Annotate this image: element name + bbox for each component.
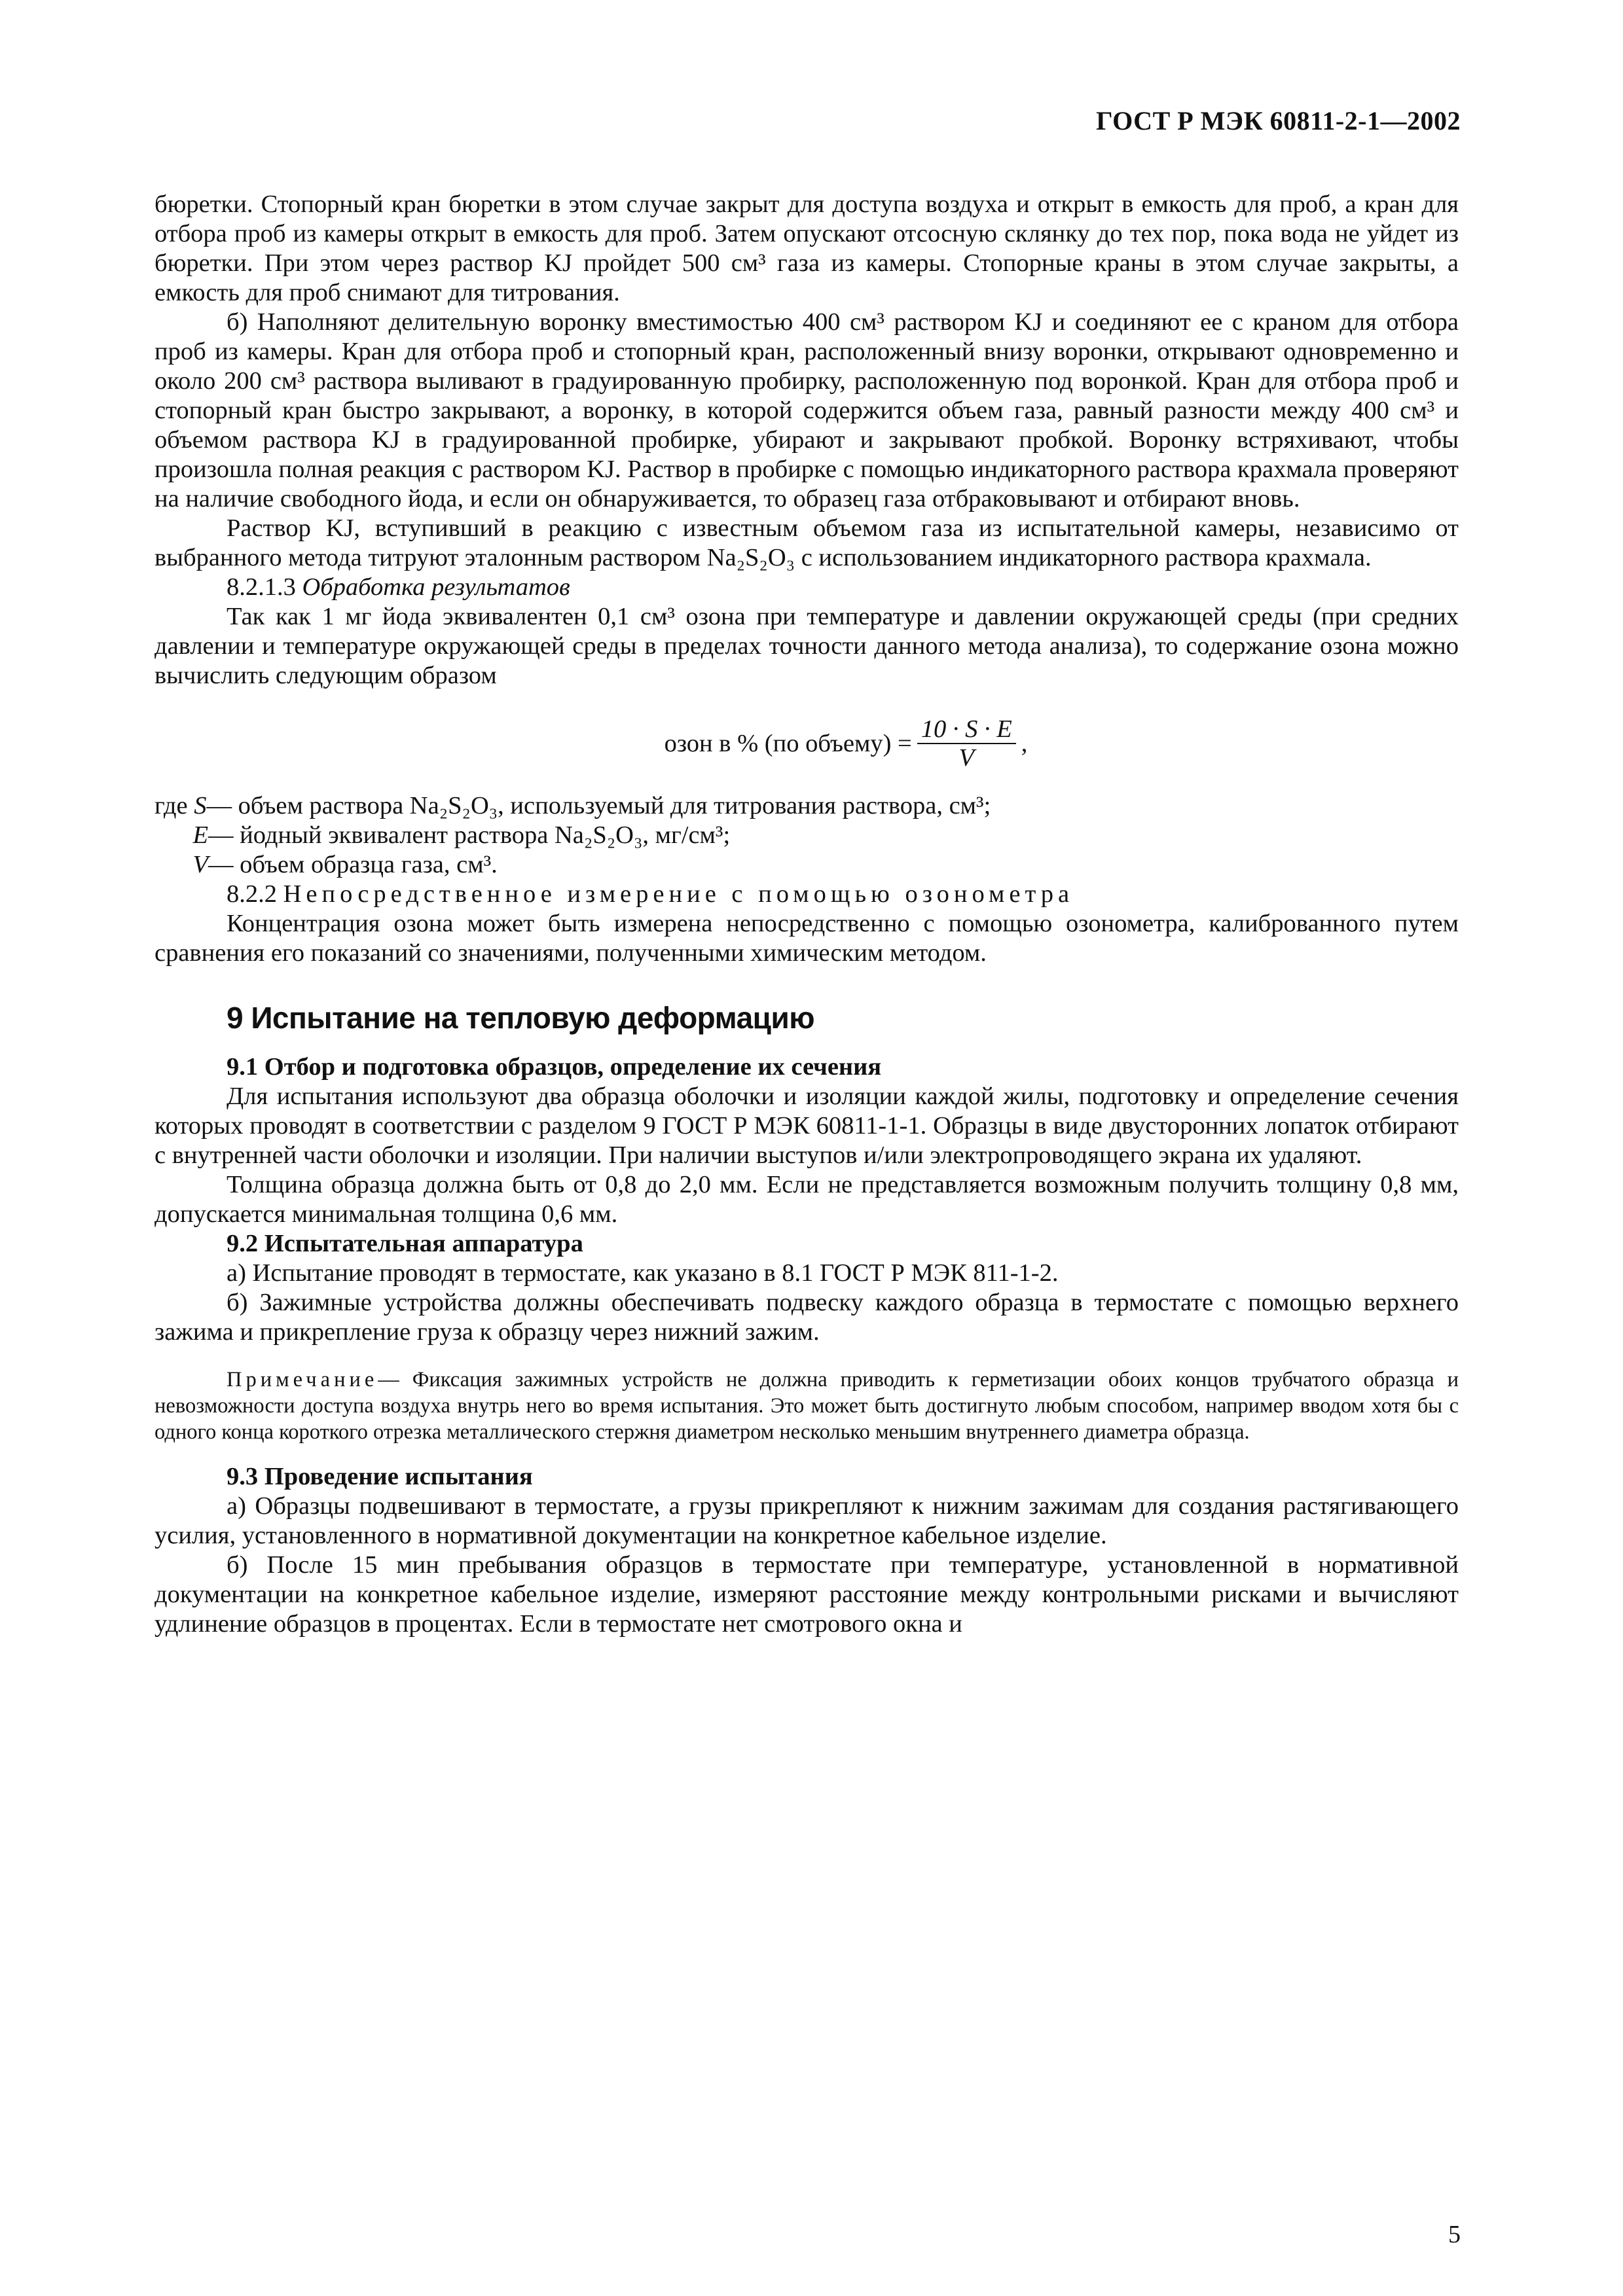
legend-row-v: [155, 850, 1459, 880]
subsection-number: 8.2.2: [227, 880, 277, 908]
formula-denominator: V: [958, 744, 975, 772]
subsection-number: 8.2.1.3: [227, 573, 296, 601]
paragraph-titration: Раствор KJ, вступивший в реакцию с известным объемом газа из испытательной камеры, независимо от выбранного метода титруют эталонным раствором Na₂S₂O₃ с использованием индикаторного раствора крахмала.: [155, 514, 1459, 571]
subsection-title-spaced: Непосредственное измерение с помощью озонометра: [283, 880, 1074, 908]
note-text: — Фиксация зажимных устройств не должна приводить к герметизации обоих концов трубчатого образца и невозможности доступа воздуха внутрь него во время испытания. Это может быть достигнуто любым способом, например вводом хотя бы с одного конца короткого отрезка металлического стержня диаметром несколько меньшим внутреннего диаметра образца.: [155, 1368, 1459, 1444]
legend-symbol-e: E: [192, 821, 208, 849]
subsection-9-1-title: 9.1 Отбор и подготовка образцов, определение их сечения: [227, 1053, 882, 1081]
legend-text-s: — объем раствора Na₂S₂O₃, используемый для титрования раствора, см³;: [206, 792, 991, 819]
section-9-title: 9 Испытание на тепловую деформацию: [227, 1001, 815, 1035]
paragraph-9-2-a: а) Испытание проводят в термостате, как указано в 8.1 ГОСТ Р МЭК 811-1-2.: [227, 1259, 1059, 1287]
legend-row-e: [155, 821, 1459, 850]
paragraph-burette: бюретки. Стопорный кран бюретки в этом случае закрыт для доступа воздуха и открыт в емкость для проб, а кран для отбора проб из камеры открыт в емкость для проб. Затем опускают отсосную склянку до тех пор, пока вода не уйдет из бюретки. При этом через раствор KJ пройдет 500 см³ газа из камеры. Стопорные краны в этом случае закрыты, а емкость для проб снимают для титрования.: [155, 190, 1459, 306]
legend-intro: где: [155, 792, 188, 819]
subsection-9-2-title: 9.2 Испытательная аппаратура: [227, 1230, 583, 1257]
paragraph-method-b: б) Наполняют делительную воронку вместимостью 400 см³ раствором KJ и соединяют ее с краном для отбора проб из камеры. Кран для отбора проб и стопорный кран, расположенный внизу воронки, открывают одновременно и около 200 см³ раствора выливают в градуированную пробирку, расположенную под воронкой. Кран для отбора проб и стопорный кран быстро закрывают, а воронку, в которой содержится объем газа, равный разности между 400 см³ и объемом раствора KJ в градуированной пробирке, убирают и закрывают пробкой. Воронку встряхивают, чтобы произошла полная реакция с раствором KJ. Раствор в пробирке с помощью индикаторного раствора крахмала проверяют на наличие свободного йода, и если он обнаруживается, то образец газа отбраковывают и отбирают вновь.: [155, 308, 1459, 512]
legend-symbol-v: V: [192, 851, 208, 878]
legend-text-v: — объем образца газа, см³.: [208, 851, 498, 878]
subsection-9-3-title: 9.3 Проведение испытания: [227, 1463, 533, 1490]
paragraph-9-2-b: б) Зажимные устройства должны обеспечивать подвеску каждого образца в термостате с помощью верхнего зажима и прикрепление груза к образцу через нижний зажим.: [155, 1289, 1459, 1346]
paragraph-ozonometer: Концентрация озона может быть измерена непосредственно с помощью озонометра, калиброванного путем сравнения его показаний со значениями, полученными химическим методом.: [155, 910, 1459, 967]
paragraph-9-3-a: а) Образцы подвешивают в термостате, а грузы прикрепляют к нижним зажимам для создания растягивающего усилия, установленного в нормативной документации на конкретное кабельное изделие.: [155, 1492, 1459, 1549]
subsection-8-2-2: [155, 880, 1459, 909]
formula-numerator: 10 · S · E: [917, 715, 1016, 744]
formula-fraction: [917, 715, 1016, 772]
ozone-formula: [233, 708, 1459, 780]
standard-header: ГОСТ Р МЭК 60811-2-1—2002: [1096, 106, 1461, 135]
formula-legend: [155, 791, 1459, 880]
subsection-8-2-1-3: [155, 573, 1459, 602]
legend-row-s: [155, 791, 1459, 821]
legend-text-e: — йодный эквивалент раствора Na₂S₂O₃, мг/см³;: [208, 821, 731, 849]
paragraph-9-1-thickness: Толщина образца должна быть от 0,8 до 2,0 мм. Если не представляется возможным получить толщину 0,8 мм, допускается минимальная толщина 0,6 мм.: [155, 1171, 1459, 1228]
formula-tail: ,: [1021, 729, 1028, 757]
subsection-title: Обработка результатов: [302, 573, 570, 601]
paragraph-ozone-calc: Так как 1 мг йода эквивалентен 0,1 см³ озона при температуре и давлении окружающей среды (при средних давлении и температуре окружающей среды в пределах точности данного метода анализа), то содержание озона можно вычислить следующим образом: [155, 603, 1459, 689]
paragraph-9-1-samples: Для испытания используют два образца оболочки и изоляции каждой жилы, подготовку и определение сечения которых проводят в соответствии с разделом 9 ГОСТ Р МЭК 60811-1-1. Образцы в виде двусторонних лопаток отбирают с внутренней части оболочки и изоляции. При наличии выступов и/или электропроводящего экрана их удаляют.: [155, 1083, 1459, 1169]
page-number: 5: [1448, 2221, 1461, 2248]
note-label: Примечание: [227, 1368, 378, 1391]
page-content: [155, 190, 1459, 1639]
legend-symbol-s: S: [194, 792, 207, 819]
note: [155, 1367, 1459, 1445]
formula-lhs: озон в % (по объему) =: [664, 729, 912, 757]
paragraph-9-3-b: б) После 15 мин пребывания образцов в термостате при температуре, установленной в нормативной документации на конкретное кабельное изделие, измеряют расстояние между контрольными рисками и вычисляют удлинение образцов в процентах. Если в термостате нет смотрового окна и: [155, 1551, 1459, 1638]
